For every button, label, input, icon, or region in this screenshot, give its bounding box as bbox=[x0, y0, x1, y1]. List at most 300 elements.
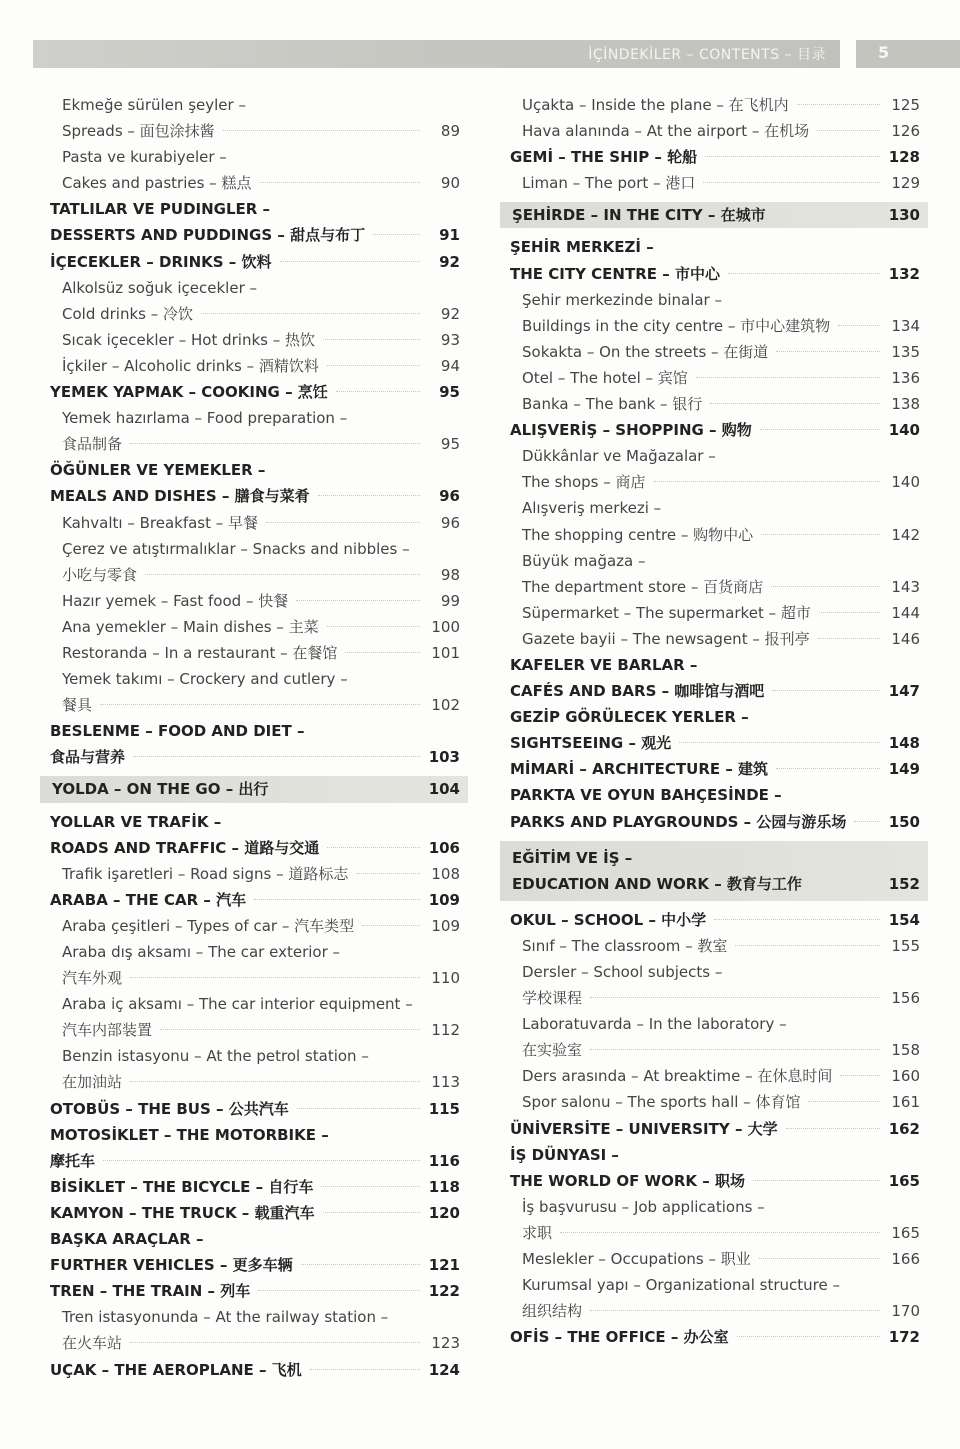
toc-chapter-entry[interactable] bbox=[40, 887, 460, 913]
toc-page-number: 165 bbox=[888, 1171, 920, 1190]
toc-entry-line bbox=[62, 353, 460, 379]
dot-leader bbox=[310, 1369, 420, 1370]
toc-entry-line bbox=[50, 222, 460, 248]
dot-leader bbox=[356, 873, 420, 874]
toc-subentry[interactable] bbox=[500, 365, 920, 391]
toc-chapter-entry[interactable] bbox=[500, 782, 920, 834]
toc-entry-title: The shops – 商店 bbox=[522, 473, 646, 492]
toc-page-number: 158 bbox=[891, 1041, 920, 1060]
toc-page-number: 89 bbox=[440, 122, 460, 141]
dot-leader bbox=[103, 1160, 420, 1161]
toc-entry-title: Meslekler – Occupations – 职业 bbox=[522, 1250, 751, 1269]
toc-entry-title: TREN – THE TRAIN – 列车 bbox=[50, 1282, 251, 1301]
toc-entry-title: Cakes and pastries – 糕点 bbox=[62, 174, 252, 193]
toc-entry-title: CAFÉS AND BARS – 咖啡馆与酒吧 bbox=[510, 682, 765, 701]
toc-subentry[interactable] bbox=[40, 405, 460, 457]
toc-section-header[interactable] bbox=[500, 202, 928, 228]
toc-entry-line bbox=[522, 469, 920, 495]
toc-subentry[interactable] bbox=[500, 626, 920, 652]
toc-page-number: 112 bbox=[431, 1021, 460, 1040]
toc-page-number: 140 bbox=[891, 473, 920, 492]
dot-leader bbox=[318, 495, 420, 496]
toc-section-header[interactable] bbox=[500, 841, 928, 901]
toc-subentry[interactable] bbox=[500, 391, 920, 417]
toc-entry-title: Dersler – School subjects – bbox=[522, 963, 723, 981]
running-header bbox=[33, 40, 840, 68]
toc-entry-title: UÇAK – THE AEROPLANE – 飞机 bbox=[50, 1360, 302, 1379]
toc-page-number: 116 bbox=[428, 1151, 460, 1170]
toc-entry-line bbox=[510, 144, 920, 170]
toc-page-number: 108 bbox=[431, 864, 460, 883]
toc-entry-line bbox=[62, 562, 460, 588]
dot-leader bbox=[254, 899, 420, 900]
dot-leader bbox=[654, 481, 880, 482]
toc-entry-title: Şehir merkezinde binalar – bbox=[522, 290, 722, 309]
toc-entry-title: Uçakta – Inside the plane – 在飞机内 bbox=[522, 96, 789, 114]
toc-entry-line bbox=[62, 1304, 460, 1330]
toc-entry-title: Otel – The hotel – 宾馆 bbox=[522, 368, 688, 387]
page-number: 5 bbox=[878, 43, 890, 62]
toc-entry-line bbox=[62, 405, 460, 431]
dot-leader bbox=[840, 1075, 880, 1076]
toc-entry-title: Laboratuvarda – In the laboratory – bbox=[522, 1015, 787, 1034]
toc-entry-line bbox=[522, 1246, 920, 1272]
toc-subentry[interactable] bbox=[500, 92, 920, 118]
toc-entry-line bbox=[510, 678, 920, 704]
toc-entry-line bbox=[522, 118, 920, 144]
toc-entry-line bbox=[62, 861, 460, 887]
toc-chapter-entry[interactable] bbox=[500, 652, 920, 704]
toc-entry-line bbox=[62, 614, 460, 640]
toc-entry-title: Pasta ve kurabiyeler – bbox=[62, 148, 227, 167]
toc-entry-line bbox=[522, 365, 920, 391]
toc-entry-line bbox=[510, 1324, 920, 1350]
toc-entry-line bbox=[50, 1200, 460, 1226]
toc-entry-title: Çerez ve atıştırmalıklar – Snacks and nibbles – bbox=[62, 539, 410, 558]
toc-entry-title: Araba çeşitleri – Types of car – 汽车类型 bbox=[62, 916, 355, 935]
toc-entry-line bbox=[62, 301, 460, 327]
toc-entry-title: 求职 bbox=[522, 1223, 553, 1242]
toc-page-number: 128 bbox=[888, 148, 920, 167]
dot-leader bbox=[735, 945, 880, 946]
toc-page-number: 126 bbox=[891, 122, 920, 141]
toc-page-number: 92 bbox=[440, 304, 460, 323]
dot-leader bbox=[590, 1049, 880, 1050]
toc-entry-line bbox=[522, 1272, 920, 1298]
toc-subentry[interactable] bbox=[500, 1272, 920, 1324]
toc-entry-line bbox=[62, 640, 460, 666]
toc-subentry[interactable] bbox=[500, 600, 920, 626]
toc-entry-title: İŞ DÜNYASI – bbox=[510, 1145, 619, 1164]
toc-page-number: 140 bbox=[888, 421, 920, 440]
toc-entry-line bbox=[522, 313, 920, 339]
dot-leader bbox=[323, 1212, 420, 1213]
dot-leader bbox=[797, 104, 880, 105]
toc-page-number: 95 bbox=[440, 435, 460, 454]
toc-entry-line bbox=[522, 933, 920, 959]
dot-leader bbox=[679, 742, 880, 743]
dot-leader bbox=[818, 638, 880, 639]
dot-leader bbox=[714, 919, 880, 920]
toc-subentry[interactable] bbox=[500, 959, 920, 1011]
toc-chapter-entry[interactable] bbox=[40, 1122, 460, 1174]
toc-entry-title: TATLILAR VE PUDINGLER – bbox=[50, 200, 271, 219]
dot-leader bbox=[838, 325, 880, 326]
toc-subentry[interactable] bbox=[500, 495, 920, 547]
dot-leader bbox=[323, 339, 420, 340]
toc-chapter-entry[interactable] bbox=[40, 718, 460, 770]
toc-entry-title: İçkiler – Alcoholic drinks – 酒精饮料 bbox=[62, 356, 319, 375]
toc-entry-line bbox=[62, 1069, 460, 1095]
toc-chapter-entry[interactable] bbox=[500, 1324, 920, 1350]
toc-entry-title: KAFELER VE BARLAR – bbox=[510, 655, 698, 674]
toc-entry-line bbox=[62, 666, 460, 692]
toc-chapter-entry[interactable] bbox=[500, 704, 920, 756]
toc-page-number: 123 bbox=[431, 1334, 460, 1353]
toc-page-number: 152 bbox=[888, 874, 920, 893]
toc-page-number: 93 bbox=[440, 330, 460, 349]
toc-entry-line bbox=[522, 574, 920, 600]
toc-entry-title: PARKS AND PLAYGROUNDS – 公园与游乐场 bbox=[510, 812, 847, 831]
toc-subentry[interactable] bbox=[500, 1246, 920, 1272]
toc-entry-title: THE CITY CENTRE – 市中心 bbox=[510, 264, 720, 283]
toc-subentry[interactable] bbox=[40, 861, 460, 887]
toc-page-number: 143 bbox=[891, 577, 920, 596]
toc-entry-title: OKUL – SCHOOL – 中小学 bbox=[510, 910, 707, 929]
toc-entry-line bbox=[62, 510, 460, 536]
toc-chapter-entry[interactable] bbox=[40, 1174, 460, 1200]
toc-entry-line bbox=[62, 536, 460, 562]
toc-subentry[interactable] bbox=[40, 939, 460, 991]
toc-subentry[interactable] bbox=[40, 92, 460, 144]
toc-subentry[interactable] bbox=[500, 118, 920, 144]
toc-entry-line bbox=[522, 548, 920, 574]
toc-entry-line bbox=[50, 835, 460, 861]
toc-entry-title: The shopping centre – 购物中心 bbox=[522, 525, 754, 544]
toc-entry-line bbox=[50, 1096, 460, 1122]
dot-leader bbox=[100, 704, 420, 705]
dot-leader bbox=[373, 234, 420, 235]
toc-entry-line bbox=[510, 782, 920, 808]
toc-entry-title: Araba dış aksamı – The car exterior – bbox=[62, 943, 341, 961]
toc-subentry[interactable] bbox=[500, 1194, 920, 1246]
toc-subentry[interactable] bbox=[40, 1304, 460, 1356]
toc-entry-line bbox=[522, 1089, 920, 1115]
dot-leader bbox=[321, 1186, 420, 1187]
toc-page-number: 102 bbox=[431, 696, 460, 715]
dot-leader bbox=[130, 1342, 420, 1343]
toc-entry-title: Gazete bayii – The newsagent – 报刊亭 bbox=[522, 629, 810, 648]
dot-leader bbox=[362, 925, 420, 926]
toc-page-number: 113 bbox=[431, 1073, 460, 1092]
dot-leader bbox=[817, 130, 880, 131]
toc-page-number: 109 bbox=[431, 916, 460, 935]
toc-entry-line bbox=[50, 1278, 460, 1304]
dot-leader bbox=[772, 690, 880, 691]
toc-page-number: 109 bbox=[428, 890, 460, 909]
toc-page-number: 136 bbox=[891, 368, 920, 387]
dot-leader bbox=[776, 768, 880, 769]
toc-page-number: 155 bbox=[891, 936, 920, 955]
dot-leader bbox=[130, 1081, 420, 1082]
toc-subentry[interactable] bbox=[500, 1063, 920, 1089]
dot-leader bbox=[728, 273, 880, 274]
toc-subentry[interactable] bbox=[40, 353, 460, 379]
toc-chapter-entry[interactable] bbox=[40, 1357, 460, 1383]
toc-page-number: 135 bbox=[891, 342, 920, 361]
toc-entry-line bbox=[510, 730, 920, 756]
toc-entry-title: Cold drinks – 冷饮 bbox=[62, 304, 194, 323]
toc-subentry[interactable] bbox=[500, 548, 920, 600]
toc-page-number: 110 bbox=[431, 969, 460, 988]
toc-entry-title: PARKTA VE OYUN BAHÇESİNDE – bbox=[510, 786, 782, 805]
dot-leader bbox=[266, 522, 420, 523]
toc-entry-title: Tren istasyonunda – At the railway station – bbox=[62, 1308, 389, 1327]
dot-leader bbox=[336, 391, 420, 392]
toc-entry-title: KAMYON – THE TRUCK – 载重汽车 bbox=[50, 1203, 315, 1222]
toc-page-number: 115 bbox=[428, 1099, 460, 1118]
toc-page-number: 134 bbox=[891, 316, 920, 335]
toc-page-number: 99 bbox=[440, 591, 460, 610]
toc-entry-title: 小吃与零食 bbox=[62, 565, 138, 584]
toc-chapter-entry[interactable] bbox=[500, 1116, 920, 1142]
toc-entry-title: GEZİP GÖRÜLECEK YERLER – bbox=[510, 708, 749, 727]
dot-leader bbox=[345, 652, 420, 653]
toc-chapter-entry[interactable] bbox=[40, 1226, 460, 1278]
toc-entry-line bbox=[62, 965, 460, 991]
toc-entry-line bbox=[522, 1194, 920, 1220]
toc-entry-line bbox=[62, 588, 460, 614]
toc-entry-line bbox=[510, 1116, 920, 1142]
toc-page-number: 138 bbox=[891, 395, 920, 414]
dot-leader bbox=[590, 997, 880, 998]
toc-entry-line bbox=[52, 776, 460, 802]
toc-subentry[interactable] bbox=[40, 1043, 460, 1095]
toc-subentry[interactable] bbox=[40, 614, 460, 640]
toc-chapter-entry[interactable] bbox=[40, 809, 460, 861]
toc-page-number: 156 bbox=[891, 989, 920, 1008]
toc-page-number: 150 bbox=[888, 812, 920, 831]
toc-entry-title: Büyük mağaza – bbox=[522, 551, 646, 570]
toc-page-number: 160 bbox=[891, 1067, 920, 1086]
toc-entry-title: YOLLAR VE TRAFİK – bbox=[50, 812, 222, 831]
toc-entry-title: 在火车站 bbox=[62, 1334, 123, 1353]
toc-subentry[interactable] bbox=[500, 443, 920, 495]
toc-entry-title: ALIŞVERİŞ – SHOPPING – 购物 bbox=[510, 421, 752, 440]
toc-page-number: 118 bbox=[428, 1177, 460, 1196]
toc-entry-title: Ekmeğe sürülen şeyler – bbox=[62, 96, 246, 114]
dot-leader bbox=[327, 847, 420, 848]
toc-subentry[interactable] bbox=[40, 144, 460, 196]
toc-entry-line bbox=[512, 871, 920, 897]
toc-entry-title: Sokakta – On the streets – 在街道 bbox=[522, 342, 769, 361]
toc-page-number: 148 bbox=[888, 734, 920, 753]
toc-entry-line bbox=[62, 913, 460, 939]
toc-entry-title: MOTOSİKLET – THE MOTORBIKE – bbox=[50, 1125, 329, 1144]
toc-entry-title: EDUCATION AND WORK – 教育与工作 bbox=[512, 874, 802, 893]
dot-leader bbox=[737, 1336, 880, 1337]
toc-page-number: 170 bbox=[891, 1302, 920, 1321]
toc-entry-title: Spreads – 面包涂抹酱 bbox=[62, 122, 215, 141]
toc-entry-line bbox=[62, 431, 460, 457]
toc-page-number: 165 bbox=[891, 1223, 920, 1242]
toc-entry-title: EĞİTİM VE İŞ – bbox=[512, 848, 633, 867]
toc-entry-line bbox=[50, 457, 460, 483]
toc-chapter-entry[interactable] bbox=[40, 1278, 460, 1304]
toc-entry-line bbox=[522, 626, 920, 652]
toc-subentry[interactable] bbox=[40, 991, 460, 1043]
dot-leader bbox=[280, 261, 420, 262]
toc-page-number: 90 bbox=[440, 174, 460, 193]
toc-entry-title: ŞEHİR MERKEZİ – bbox=[510, 238, 654, 257]
toc-entry-title: Spor salonu – The sports hall – 体育馆 bbox=[522, 1093, 801, 1112]
toc-subentry[interactable] bbox=[40, 666, 460, 718]
toc-chapter-entry[interactable] bbox=[500, 1142, 920, 1194]
toc-chapter-entry[interactable] bbox=[40, 1200, 460, 1226]
dot-leader bbox=[133, 756, 420, 757]
dot-leader bbox=[259, 182, 420, 183]
toc-entry-title: 在加油站 bbox=[62, 1073, 123, 1092]
toc-entry-line bbox=[522, 1298, 920, 1324]
toc-subentry[interactable] bbox=[500, 1011, 920, 1063]
toc-chapter-entry[interactable] bbox=[40, 379, 460, 405]
toc-entry-title: Alkolsüz soğuk içecekler – bbox=[62, 278, 257, 297]
toc-chapter-entry[interactable] bbox=[500, 417, 920, 443]
dot-leader bbox=[696, 377, 880, 378]
toc-page-number: 147 bbox=[888, 682, 920, 701]
dot-leader bbox=[854, 821, 880, 822]
toc-chapter-entry[interactable] bbox=[40, 196, 460, 248]
dot-leader bbox=[297, 1108, 420, 1109]
toc-page-number: 96 bbox=[439, 487, 460, 506]
page-number-box bbox=[856, 40, 960, 68]
toc-subentry[interactable] bbox=[500, 1089, 920, 1115]
toc-entry-line bbox=[512, 845, 920, 871]
toc-entry-title: 学校课程 bbox=[522, 989, 583, 1008]
dot-leader bbox=[776, 351, 880, 352]
dot-leader bbox=[753, 1180, 880, 1181]
toc-page-number: 120 bbox=[428, 1203, 460, 1222]
dot-leader bbox=[761, 534, 880, 535]
toc-subentry[interactable] bbox=[500, 933, 920, 959]
toc-entry-line bbox=[510, 756, 920, 782]
toc-page-number: 142 bbox=[891, 525, 920, 544]
toc-page-number: 172 bbox=[888, 1328, 920, 1347]
toc-entry-line bbox=[522, 391, 920, 417]
toc-subentry[interactable] bbox=[40, 913, 460, 939]
toc-subentry[interactable] bbox=[500, 339, 920, 365]
dot-leader bbox=[786, 1128, 880, 1129]
dot-leader bbox=[296, 600, 420, 601]
toc-entry-title: OFİS – THE OFFICE – 办公室 bbox=[510, 1328, 729, 1347]
dot-leader bbox=[145, 574, 420, 575]
toc-entry-title: Ana yemekler – Main dishes – 主菜 bbox=[62, 617, 319, 636]
toc-subentry[interactable] bbox=[40, 327, 460, 353]
toc-entry-title: Alışveriş merkezi – bbox=[522, 499, 662, 518]
toc-chapter-entry[interactable] bbox=[40, 457, 460, 509]
toc-page-number: 125 bbox=[891, 96, 920, 114]
toc-entry-line bbox=[62, 144, 460, 170]
toc-subentry[interactable] bbox=[40, 588, 460, 614]
toc-entry-line bbox=[50, 1226, 460, 1252]
toc-entry-line bbox=[62, 118, 460, 144]
toc-entry-line bbox=[510, 417, 920, 443]
toc-page-number: 146 bbox=[891, 629, 920, 648]
toc-subentry[interactable] bbox=[500, 170, 920, 196]
toc-entry-title: OTOBÜS – THE BUS – 公共汽车 bbox=[50, 1099, 289, 1118]
toc-page-number: 106 bbox=[428, 838, 460, 857]
toc-entry-line bbox=[62, 170, 460, 196]
dot-leader bbox=[327, 626, 420, 627]
toc-entry-title: FURTHER VEHICLES – 更多车辆 bbox=[50, 1256, 293, 1275]
toc-chapter-entry[interactable] bbox=[500, 144, 920, 170]
toc-entry-title: Dükkânlar ve Mağazalar – bbox=[522, 447, 716, 466]
toc-entry-line bbox=[522, 339, 920, 365]
toc-entry-title: 汽车内部装置 bbox=[62, 1021, 153, 1040]
toc-entry-line bbox=[50, 1148, 460, 1174]
toc-entry-line bbox=[522, 600, 920, 626]
toc-entry-title: Sınıf – The classroom – 教室 bbox=[522, 936, 728, 955]
toc-entry-line bbox=[62, 327, 460, 353]
toc-entry-line bbox=[522, 495, 920, 521]
toc-entry-title: Ders arasında – At breaktime – 在休息时间 bbox=[522, 1067, 833, 1086]
toc-column-left bbox=[40, 92, 460, 1383]
toc-chapter-entry[interactable] bbox=[40, 1096, 460, 1122]
toc-entry-line bbox=[62, 692, 460, 718]
toc-page-number: 144 bbox=[891, 603, 920, 622]
toc-chapter-entry[interactable] bbox=[500, 756, 920, 782]
dot-leader bbox=[560, 1232, 880, 1233]
toc-entry-line bbox=[50, 249, 460, 275]
toc-subentry[interactable] bbox=[40, 275, 460, 327]
toc-page-number: 162 bbox=[888, 1119, 920, 1138]
toc-page-number: 100 bbox=[431, 617, 460, 636]
toc-chapter-entry[interactable] bbox=[500, 234, 920, 286]
toc-chapter-entry[interactable] bbox=[500, 907, 920, 933]
dot-leader bbox=[301, 1264, 420, 1265]
toc-subentry[interactable] bbox=[500, 287, 920, 339]
dot-leader bbox=[130, 443, 420, 444]
dot-leader bbox=[771, 586, 880, 587]
toc-entry-title: Benzin istasyonu – At the petrol station – bbox=[62, 1047, 369, 1066]
toc-entry-title: 食品与营养 bbox=[50, 748, 126, 767]
toc-entry-title: MEALS AND DISHES – 膳食与菜肴 bbox=[50, 487, 310, 506]
toc-entry-title: DESSERTS AND PUDDINGS – 甜点与布丁 bbox=[50, 226, 366, 245]
toc-entry-title: 食品制备 bbox=[62, 435, 123, 454]
toc-entry-line bbox=[522, 522, 920, 548]
toc-entry-title: Kahvaltı – Breakfast – 早餐 bbox=[62, 513, 259, 532]
toc-page-number: 132 bbox=[888, 264, 920, 283]
toc-entry-line bbox=[522, 170, 920, 196]
toc-section-header[interactable] bbox=[40, 776, 468, 802]
toc-subentry[interactable] bbox=[40, 510, 460, 536]
toc-page-number: 96 bbox=[440, 513, 460, 532]
toc-subentry[interactable] bbox=[40, 536, 460, 588]
toc-entry-line bbox=[62, 1043, 460, 1069]
toc-chapter-entry[interactable] bbox=[40, 249, 460, 275]
dot-leader bbox=[130, 977, 420, 978]
toc-entry-line bbox=[50, 718, 460, 744]
toc-entry-title: 汽车外观 bbox=[62, 969, 123, 988]
header-title: İÇİNDEKİLER – CONTENTS – 目录 bbox=[588, 47, 826, 63]
toc-entry-line bbox=[62, 991, 460, 1017]
toc-entry-title: BİSİKLET – THE BICYCLE – 自行车 bbox=[50, 1177, 314, 1196]
toc-entry-line bbox=[510, 1168, 920, 1194]
toc-entry-title: Yemek hazırlama – Food preparation – bbox=[62, 409, 348, 428]
toc-page-number: 166 bbox=[891, 1250, 920, 1269]
toc-page-number: 129 bbox=[891, 174, 920, 193]
toc-subentry[interactable] bbox=[40, 640, 460, 666]
